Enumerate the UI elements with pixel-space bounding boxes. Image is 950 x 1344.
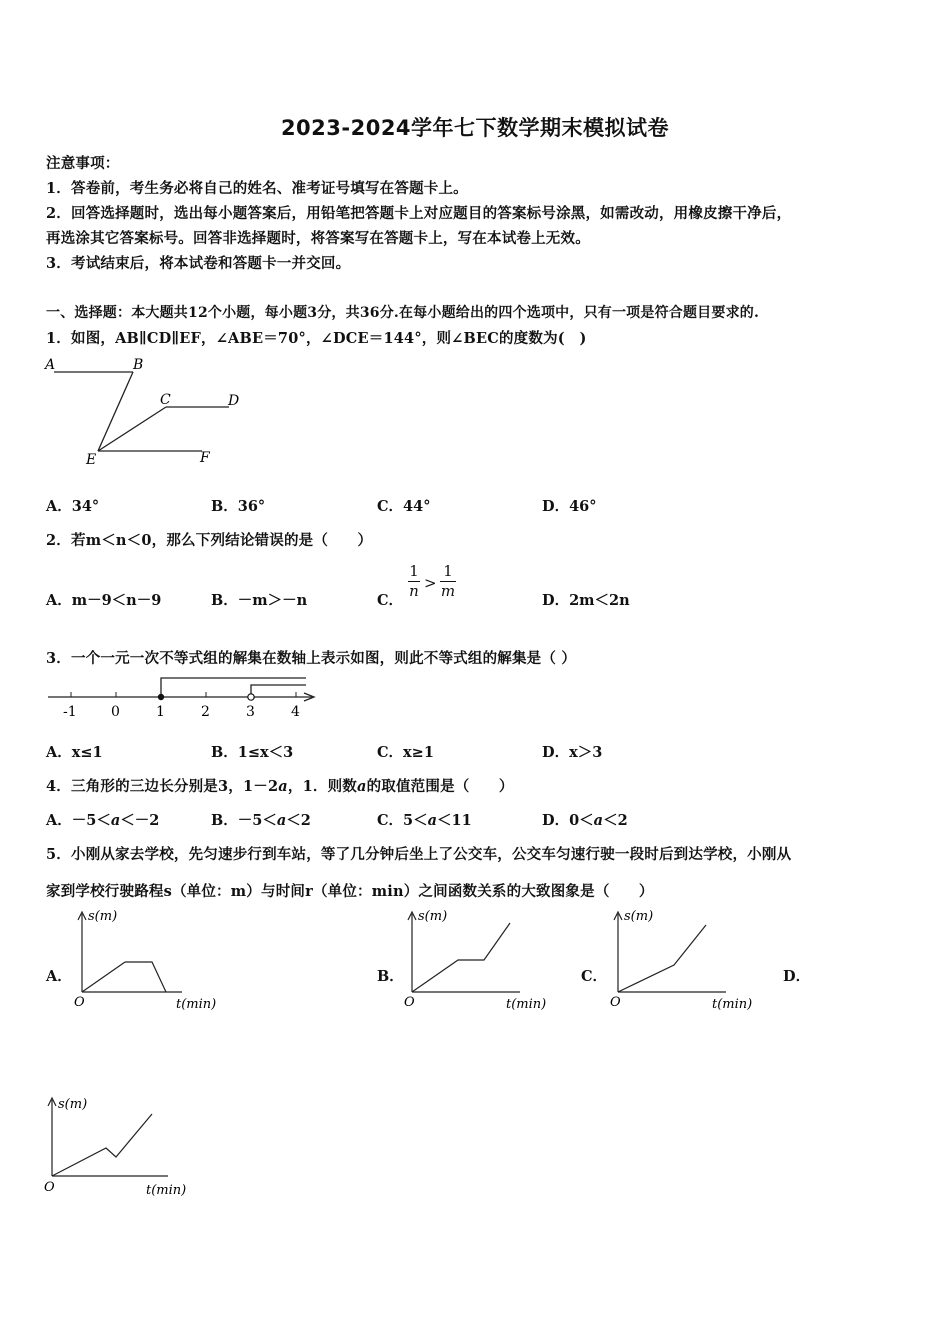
axis-tick-label: 1 bbox=[156, 704, 165, 720]
q5-option-a-graph bbox=[72, 908, 222, 1014]
notice-item: 2．回答选择题时，选出每小题答案后，用铅笔把答题卡上对应题目的答案标号涂黑，如需改动，用橡皮擦干净后， bbox=[46, 205, 792, 222]
notice-item: 再选涂其它答案标号。回答非选择题时，将答案写在答题卡上，写在本试卷上无效。 bbox=[46, 230, 590, 247]
origin-label: O bbox=[404, 995, 415, 1010]
q4-option-a[interactable]: A．－5＜a＜－2 bbox=[46, 812, 160, 829]
q2-option-a[interactable]: A．m－9＜n－9 bbox=[46, 592, 162, 609]
q5-option-b-graph bbox=[402, 908, 552, 1014]
q5-option-d-label[interactable]: D． bbox=[783, 968, 811, 985]
q4-option-b[interactable]: B．－5＜a＜2 bbox=[211, 812, 311, 829]
x-axis-label: t(min) bbox=[146, 1183, 187, 1198]
axis-tick-label: 3 bbox=[246, 704, 255, 720]
q4-option-c[interactable]: C．5＜a＜11 bbox=[377, 812, 472, 829]
section-heading: 一、选择题：本大题共12个小题，每小题3分，共36分.在每小题给出的四个选项中，只有一项是符合题目要求的. bbox=[46, 305, 760, 321]
point-label-b: B bbox=[133, 357, 144, 373]
q2-option-b[interactable]: B．－m＞－n bbox=[211, 592, 308, 609]
q1-option-c[interactable]: C．44° bbox=[377, 498, 431, 515]
origin-label: O bbox=[74, 995, 85, 1010]
point-label-e: E bbox=[86, 452, 97, 468]
q3-option-d[interactable]: D．x＞3 bbox=[542, 744, 603, 761]
fraction-numerator: 1 bbox=[443, 562, 453, 580]
q2-option-c-relation: > bbox=[424, 574, 437, 592]
q5-option-b-label[interactable]: B． bbox=[377, 968, 404, 985]
q2-option-c-left-fraction bbox=[408, 563, 420, 600]
q3-option-c[interactable]: C．x≥1 bbox=[377, 744, 434, 761]
axis-tick-label: 0 bbox=[111, 704, 120, 720]
fraction-denominator: n bbox=[409, 582, 419, 600]
y-axis-label: s(m) bbox=[58, 1097, 88, 1112]
question-3-stem: 3．一个一元一次不等式组的解集在数轴上表示如图，则此不等式组的解集是（ ） bbox=[46, 650, 577, 667]
point-label-d: D bbox=[228, 393, 240, 409]
axis-tick-label: -1 bbox=[63, 704, 77, 720]
y-axis-label: s(m) bbox=[624, 909, 654, 924]
q1-option-d[interactable]: D．46° bbox=[542, 498, 597, 515]
q3-option-a[interactable]: A．x≤1 bbox=[46, 744, 103, 761]
q5-option-d-graph bbox=[42, 1094, 202, 1204]
fraction-denominator: m bbox=[440, 582, 456, 600]
notice-item: 3．考试结束后，将本试卷和答题卡一并交回。 bbox=[46, 255, 351, 272]
origin-label: O bbox=[610, 995, 621, 1010]
q4-option-d[interactable]: D．0＜a＜2 bbox=[542, 812, 628, 829]
q1-option-a[interactable]: A．34° bbox=[46, 498, 100, 515]
question-4-stem: 4．三角形的三边长分别是3，1－2a，1．则数a的取值范围是（ ） bbox=[46, 778, 514, 795]
q5-option-c-label[interactable]: C． bbox=[581, 968, 608, 985]
y-axis-label: s(m) bbox=[88, 909, 118, 924]
q5-option-c-graph bbox=[608, 908, 758, 1014]
page-title: 2023-2024学年七下数学期末模拟试卷 bbox=[280, 116, 670, 140]
x-axis-label: t(min) bbox=[506, 997, 547, 1012]
point-label-f: F bbox=[200, 450, 210, 466]
q2-option-d[interactable]: D．2m＜2n bbox=[542, 592, 630, 609]
axis-tick-label: 2 bbox=[201, 704, 210, 720]
y-axis-label: s(m) bbox=[418, 909, 448, 924]
question-1-stem: 1．如图，AB∥CD∥EF，∠ABE＝70°，∠DCE＝144°，则∠BEC的度数为( ) bbox=[46, 330, 587, 347]
point-label-a: A bbox=[45, 357, 56, 373]
fraction-numerator: 1 bbox=[409, 562, 419, 580]
question-2-stem: 2．若m＜n＜0，那么下列结论错误的是（ ） bbox=[46, 532, 373, 549]
axis-tick-label: 4 bbox=[291, 704, 300, 720]
q1-option-b[interactable]: B．36° bbox=[211, 498, 266, 515]
q5-option-a-label[interactable]: A． bbox=[46, 968, 72, 985]
q2-option-c-label[interactable]: C． bbox=[377, 592, 404, 609]
question-3-number-line bbox=[44, 674, 324, 724]
question-5-stem-line-1: 5．小刚从家去学校，先匀速步行到车站，等了几分钟后坐上了公交车，公交车匀速行驶一段时后到达学校，小刚从 bbox=[46, 846, 792, 863]
notice-item: 1．答卷前，考生务必将自己的姓名、准考证号填写在答题卡上。 bbox=[46, 180, 468, 197]
notice-heading: 注意事项： bbox=[46, 155, 120, 172]
question-1-figure bbox=[40, 352, 250, 472]
question-5-stem-line-2: 家到学校行驶路程s（单位：m）与时间r（单位：min）之间函数关系的大致图象是（ ） bbox=[46, 883, 654, 900]
q3-option-b[interactable]: B．1≤x＜3 bbox=[211, 744, 294, 761]
x-axis-label: t(min) bbox=[712, 997, 753, 1012]
point-label-c: C bbox=[160, 392, 171, 408]
q2-option-c-right-fraction bbox=[440, 563, 456, 600]
x-axis-label: t(min) bbox=[176, 997, 217, 1012]
origin-label: O bbox=[44, 1180, 55, 1195]
